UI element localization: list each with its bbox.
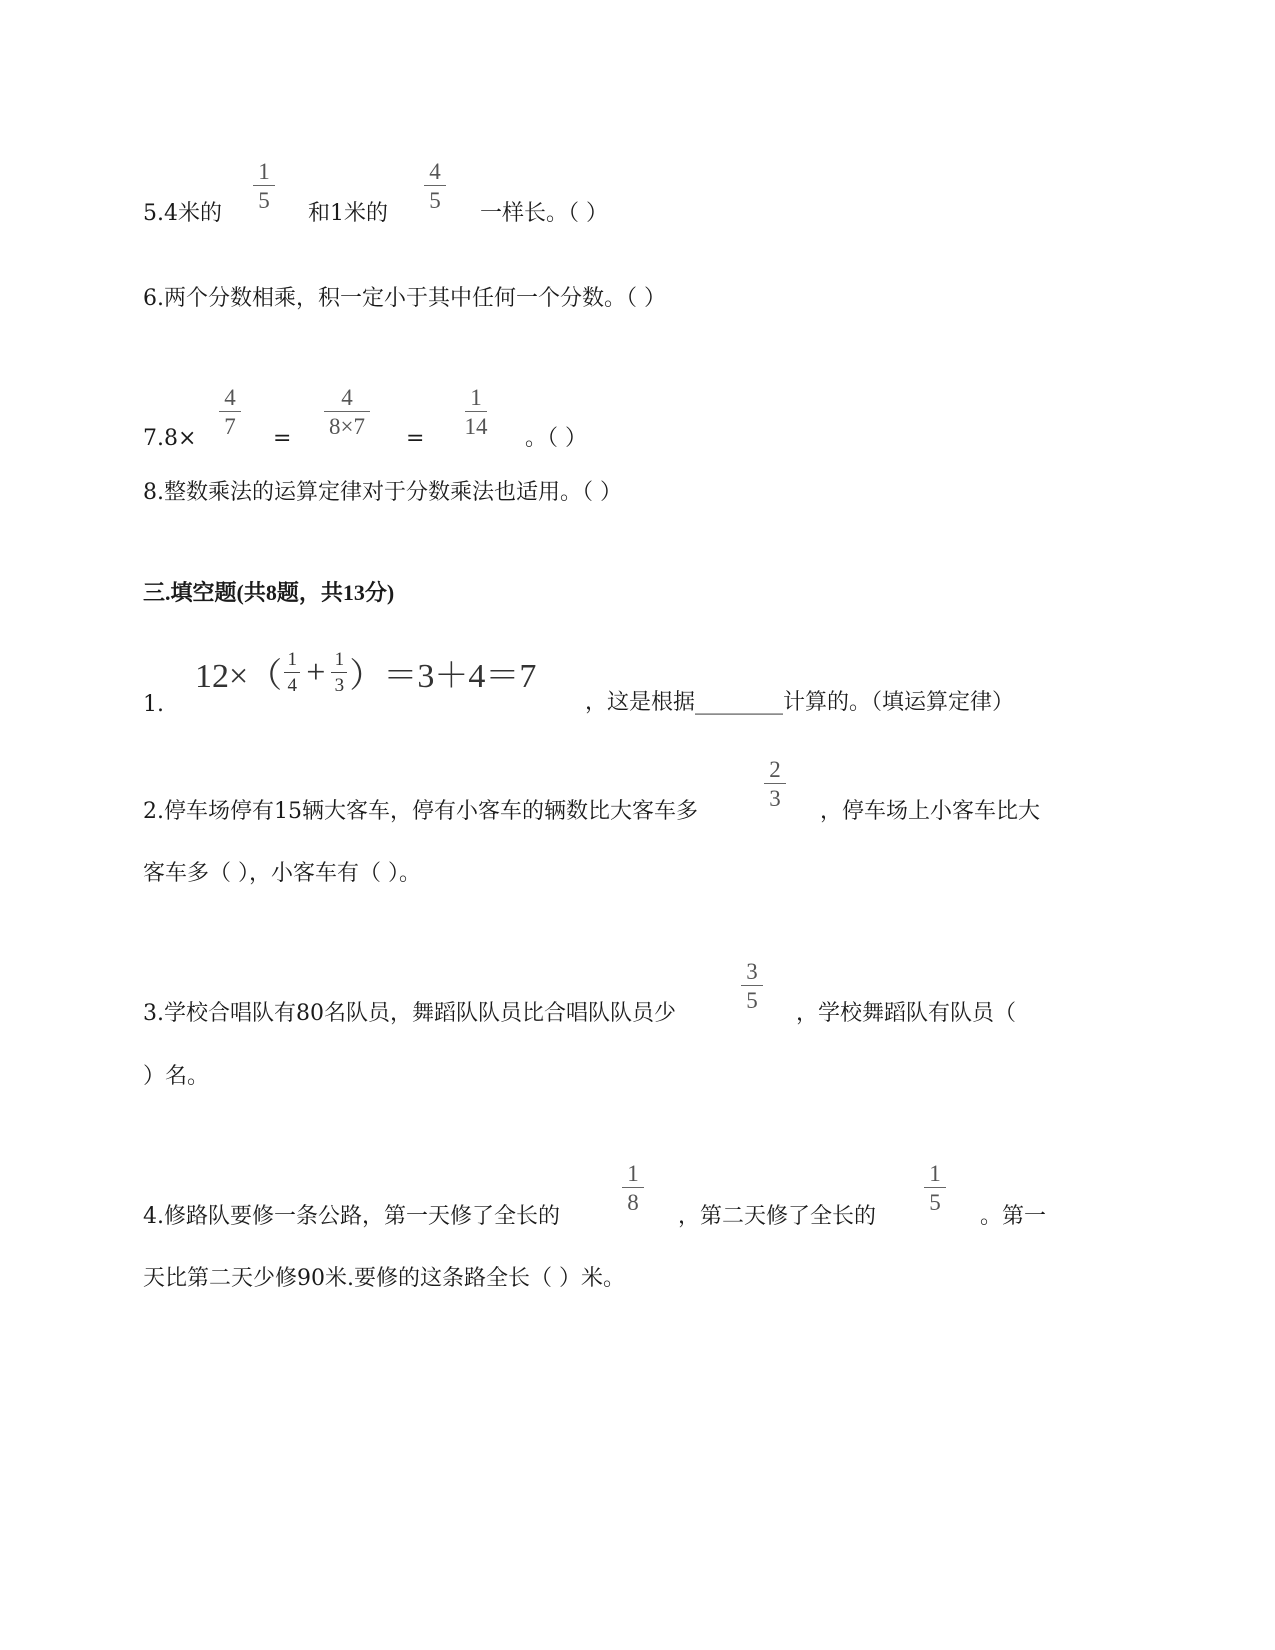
formula-plus: + — [306, 653, 326, 691]
q7-equals-2: = — [406, 426, 425, 451]
q5-text-1: 5.4米的 — [143, 201, 222, 226]
f4-text-2: ，第二天修了全长的 — [678, 1204, 877, 1229]
q7-fraction-1 — [205, 386, 255, 438]
formula-tail: ）＝3＋4＝7 — [349, 658, 537, 695]
fraction-denominator: 8 — [627, 1190, 639, 1215]
q7-fraction-2 — [317, 386, 377, 438]
fraction-bar — [324, 411, 370, 412]
fraction-bar — [219, 411, 241, 412]
q7-text-2: 。（ ） — [525, 426, 587, 451]
f1-formula — [195, 648, 536, 697]
f2-text-1: 2.停车场停有15辆大客车，停有小客车的辆数比大客车多 — [143, 799, 698, 824]
fraction-bar — [622, 1187, 644, 1188]
q6-text: 6.两个分数相乘，积一定小于其中任何一个分数。（ ） — [143, 286, 666, 311]
fraction-numerator: 1 — [929, 1161, 941, 1186]
f4-fraction-1 — [608, 1162, 658, 1214]
q7-fraction-3 — [451, 386, 501, 438]
fraction-numerator: 1 — [287, 648, 297, 670]
f4-fraction-2 — [910, 1162, 960, 1214]
fraction-denominator: 5 — [929, 1190, 941, 1215]
q5-fraction-1 — [239, 160, 289, 212]
formula-lead: 12×（ — [195, 658, 283, 695]
fraction-denominator: 3 — [334, 674, 345, 696]
f2-line-2: 客车多（ ），小客车有（ ）。 — [143, 861, 421, 886]
q5-fraction-2 — [410, 160, 460, 212]
fraction-numerator: 2 — [769, 757, 781, 782]
fraction-bar — [284, 672, 300, 673]
fraction-denominator: 14 — [464, 414, 488, 439]
f4-line-2: 天比第二天少修90米.要修的这条路全长（ ）米。 — [143, 1266, 625, 1291]
fraction-numerator: 3 — [746, 959, 758, 984]
fraction-bar — [424, 185, 446, 186]
section-heading: 三.填空题(共8题，共13分) — [143, 580, 395, 605]
f2-fraction — [750, 758, 800, 810]
fraction-denominator: 3 — [769, 786, 781, 811]
fraction-bar — [331, 672, 347, 673]
fraction-numerator: 1 — [627, 1161, 639, 1186]
fraction-bar — [741, 985, 763, 986]
fraction-denominator: 8×7 — [329, 414, 365, 439]
f2-text-2: ，停车场上小客车比大 — [820, 799, 1041, 824]
f4-text-1: 4.修路队要修一条公路，第一天修了全长的 — [143, 1204, 560, 1229]
fraction-bar — [465, 411, 487, 412]
f1-number: 1. — [143, 692, 164, 717]
q8-text: 8.整数乘法的运算定律对于分数乘法也适用。（ ） — [143, 480, 622, 505]
f1-text: ，这是根据________计算的。（填运算定律） — [585, 690, 1015, 715]
fraction-numerator: 1 — [470, 385, 482, 410]
formula-fraction-a — [284, 649, 300, 697]
fraction-denominator: 4 — [287, 674, 297, 696]
fraction-numerator: 1 — [334, 648, 345, 670]
q7-equals-1: = — [273, 426, 292, 451]
q5-text-2: 和1米的 — [308, 201, 388, 226]
fraction-numerator: 1 — [258, 159, 270, 184]
fraction-denominator: 5 — [258, 188, 270, 213]
fraction-bar — [253, 185, 275, 186]
f4-text-3: 。第一 — [980, 1204, 1047, 1229]
fraction-bar — [924, 1187, 946, 1188]
fraction-numerator: 4 — [224, 385, 236, 410]
fraction-numerator: 4 — [429, 159, 441, 184]
f3-text-1: 3.学校合唱队有80名队员，舞蹈队队员比合唱队队员少 — [143, 1001, 676, 1026]
q5-text-3: 一样长。（ ） — [480, 201, 608, 226]
fraction-bar — [764, 783, 786, 784]
fraction-denominator: 5 — [429, 188, 441, 213]
f3-text-2: ，学校舞蹈队有队员（ — [796, 1001, 1017, 1026]
f3-line-2: ）名。 — [143, 1064, 210, 1089]
fraction-denominator: 5 — [746, 988, 758, 1013]
q7-text-1: 7.8× — [143, 426, 197, 451]
fraction-denominator: 7 — [224, 414, 236, 439]
fraction-numerator: 4 — [341, 385, 353, 410]
f3-fraction — [727, 960, 777, 1012]
formula-fraction-b — [331, 649, 347, 697]
